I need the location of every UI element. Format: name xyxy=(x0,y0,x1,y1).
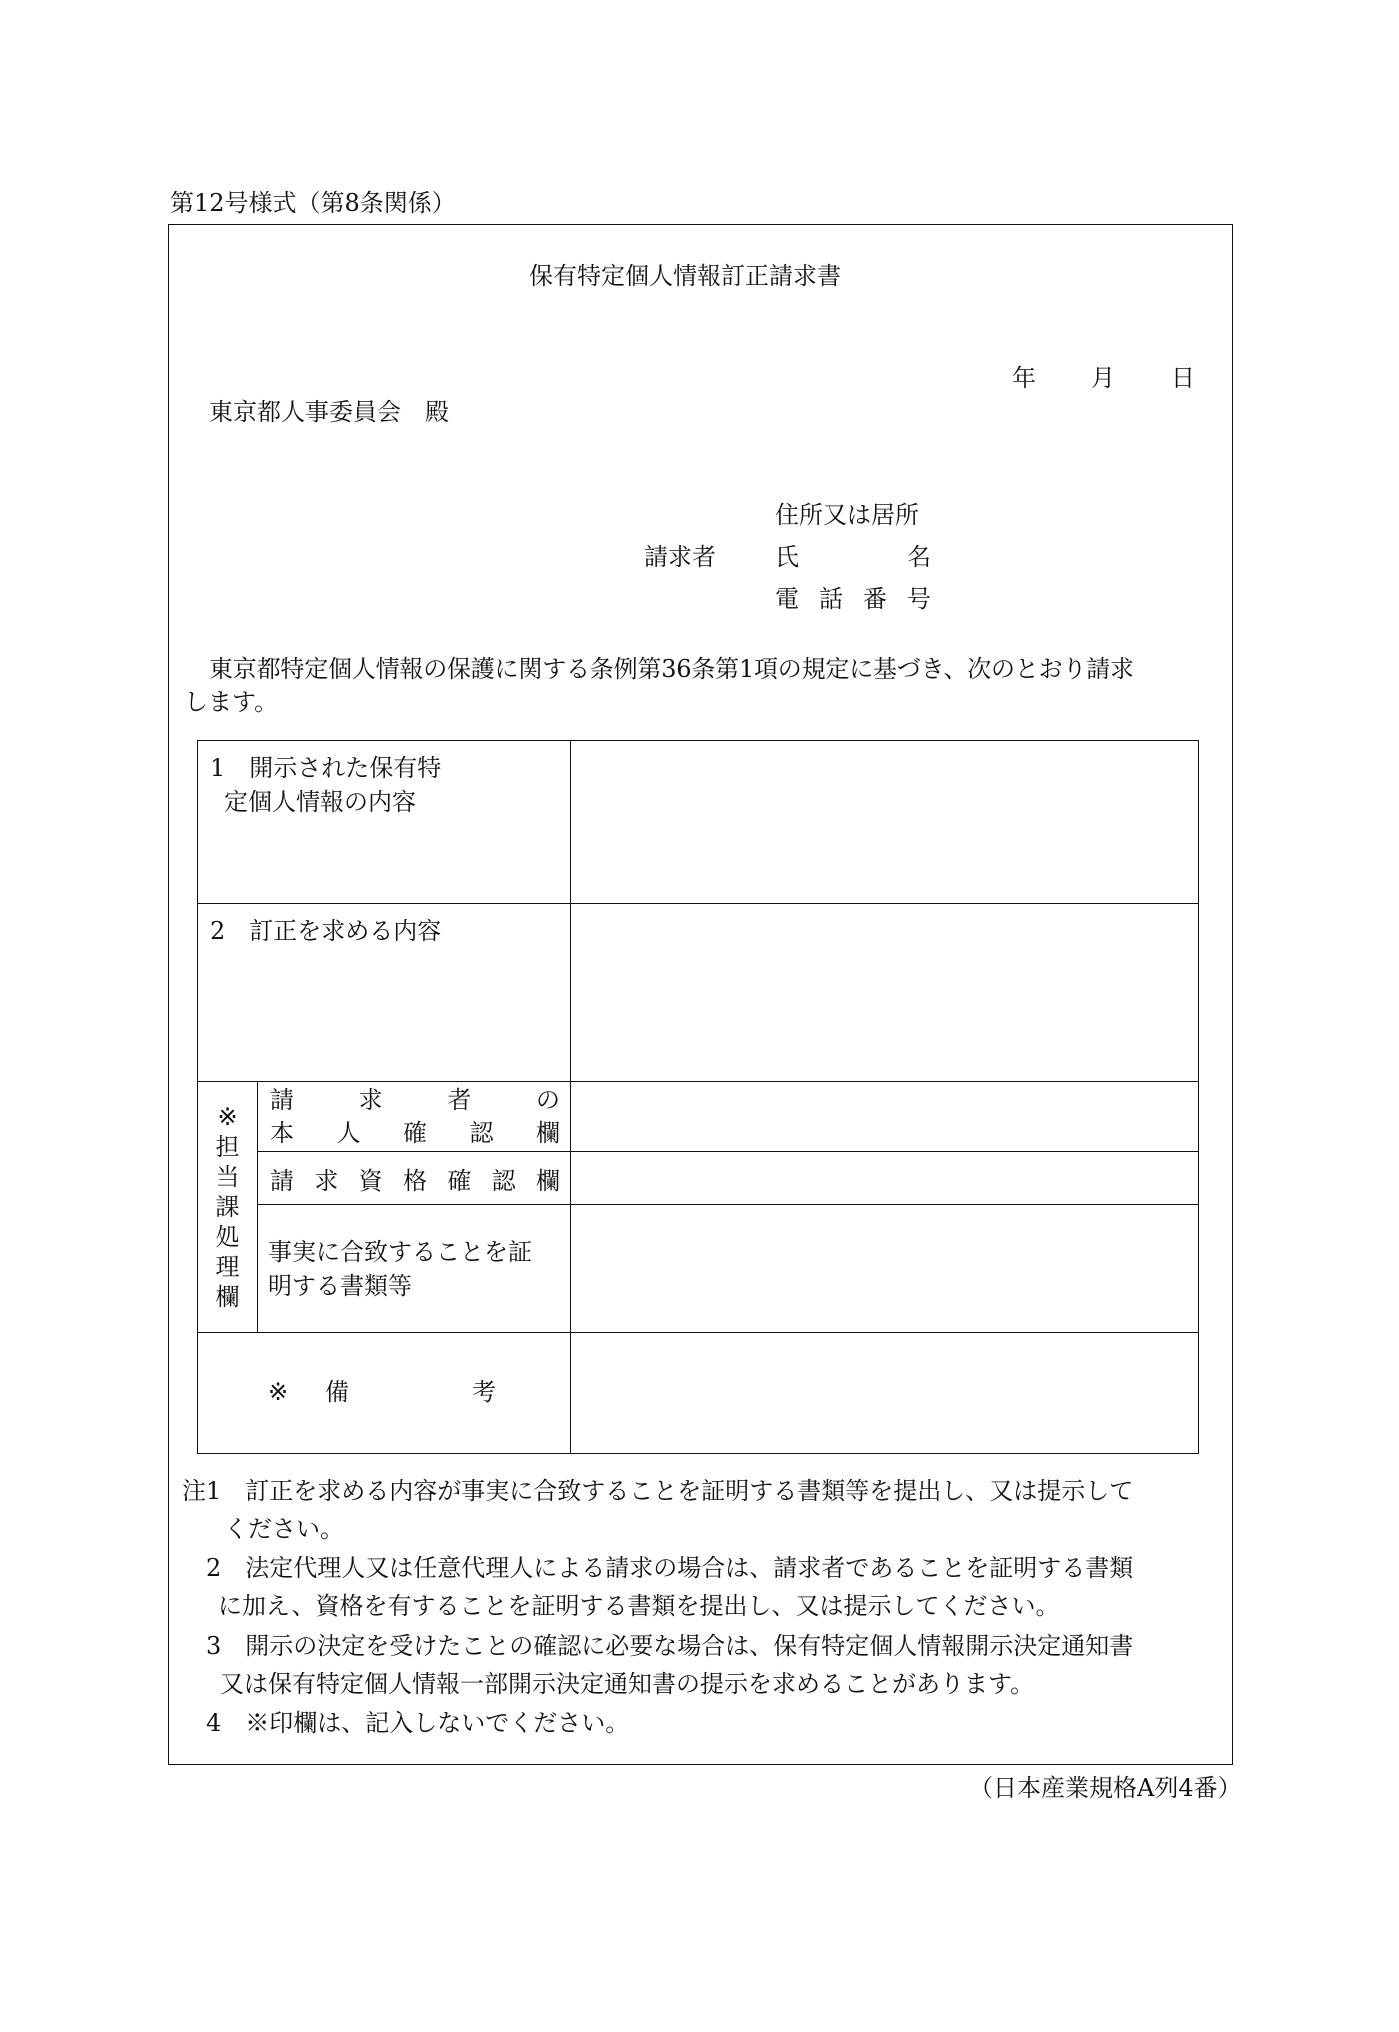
note-1-line1: 注1 訂正を求める内容が事実に合致することを証明する書類等を提出し、又は提示して xyxy=(182,1477,1134,1505)
note-2-line2: に加え、資格を有することを証明する書類を提出し、又は提示してください。 xyxy=(218,1592,1060,1620)
addressee: 東京都人事委員会 殿 xyxy=(209,398,449,426)
requester-label: 請求者 xyxy=(644,543,716,571)
item1-label-line2: 定個人情報の内容 xyxy=(224,788,416,816)
supporting-documents-label: 事実に合致することを証 明する書類等 xyxy=(258,1205,571,1333)
item2-label: 2 訂正を求める内容 xyxy=(210,917,442,945)
note-4-line1: 4 ※印欄は、記入しないでください。 xyxy=(206,1709,630,1737)
date-year-label: 年 xyxy=(1012,364,1036,392)
qualification-check-label: 請 求 資 格 確 認 欄 xyxy=(258,1152,571,1205)
identity-check-label: 請 求 者 の 本 人 確 認 欄 xyxy=(258,1082,571,1152)
body-text-line1: 東京都特定個人情報の保護に関する条例第36条第1項の規定に基づき、次のとおり請求 xyxy=(209,655,1134,683)
requester-address-label: 住所又は居所 xyxy=(775,501,919,529)
request-table xyxy=(197,740,1199,1454)
form-number: 第12号様式（第8条関係） xyxy=(170,189,456,217)
identity-check-field[interactable] xyxy=(571,1082,1199,1152)
note-1-line2: ください。 xyxy=(224,1515,344,1543)
qualification-check-field[interactable] xyxy=(571,1152,1199,1205)
staff-section-vertical-label: ※ 担 当 課 処 理 欄 xyxy=(198,1082,258,1333)
form-title: 保有特定個人情報訂正請求書 xyxy=(529,262,841,290)
item1-label-cell xyxy=(198,741,571,904)
item2-content-field[interactable] xyxy=(571,904,1199,1082)
note-3-line2: 又は保有特定個人情報一部開示決定通知書の提示を求めることがあります。 xyxy=(220,1670,1035,1698)
date-day-label: 日 xyxy=(1171,364,1195,392)
note-3 xyxy=(206,1627,1133,1703)
item1-content-field[interactable] xyxy=(571,741,1199,904)
item2-label-cell xyxy=(198,904,571,1082)
remarks-field[interactable] xyxy=(571,1333,1199,1454)
remarks-label: ※ 備 考 xyxy=(198,1333,571,1454)
item1-label-line1: 1 開示された保有特 xyxy=(210,754,442,782)
note-3-line1: 3 開示の決定を受けたことの確認に必要な場合は、保有特定個人情報開示決定通知書 xyxy=(206,1632,1134,1660)
paper-size-note: （日本産業規格A列4番） xyxy=(969,1774,1242,1802)
body-text-line2: します。 xyxy=(184,688,279,716)
note-4 xyxy=(206,1704,629,1742)
date-month-label: 月 xyxy=(1091,364,1115,392)
note-2-line1: 2 法定代理人又は任意代理人による請求の場合は、請求者であることを証明する書類 xyxy=(206,1554,1134,1582)
notes xyxy=(182,1472,1133,1548)
note-2 xyxy=(206,1549,1133,1625)
supporting-documents-field[interactable] xyxy=(571,1205,1199,1333)
